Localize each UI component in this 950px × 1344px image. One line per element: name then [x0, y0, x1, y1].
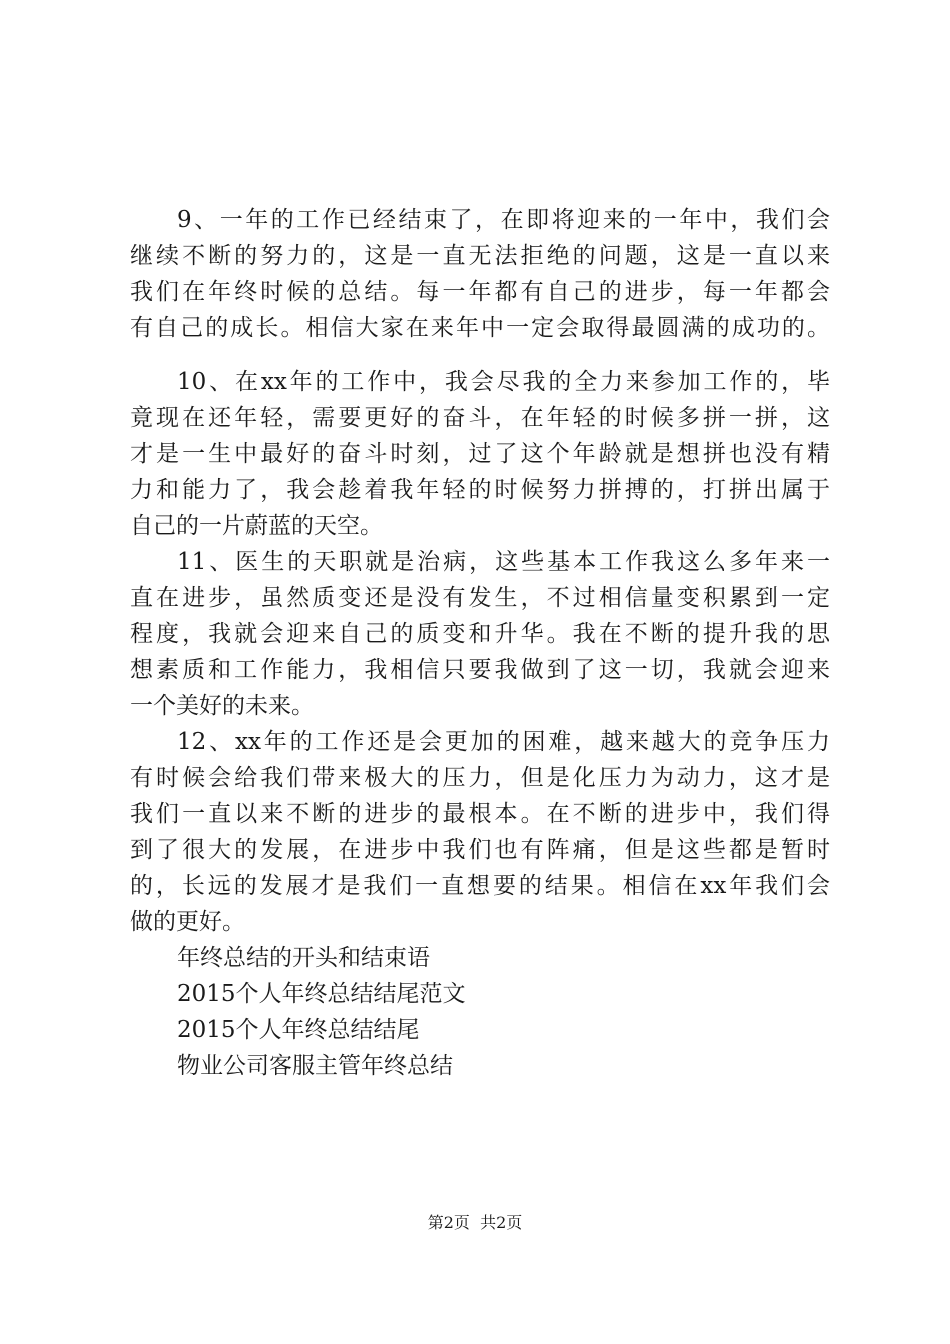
- paragraph-11: [130, 544, 830, 724]
- paragraph-line: 继续不断的努力的，这是一直无法拒绝的问题，这是一直以来: [130, 243, 830, 269]
- related-link-item[interactable]: 年终总结的开头和结束语: [177, 945, 430, 971]
- related-link-item[interactable]: 物业公司客服主管年终总结: [177, 1053, 453, 1079]
- paragraph-line: 11、医生的天职就是治病，这些基本工作我这么多年来一: [177, 549, 830, 575]
- paragraph-line: 有自己的成长。相信大家在来年中一定会取得最圆满的成功的。: [130, 315, 830, 341]
- paragraph-line: 有时候会给我们带来极大的压力，但是化压力为动力，这才是: [130, 765, 830, 791]
- paragraph-line: 我们在年终时候的总结。每一年都有自己的进步，每一年都会: [130, 279, 830, 305]
- page-footer: 第2页 共2页: [427, 1213, 523, 1232]
- document-body: [130, 202, 830, 1084]
- paragraph-spacer: [130, 346, 830, 364]
- paragraph-line: 我们一直以来不断的进步的最根本。在不断的进步中，我们得: [130, 801, 830, 827]
- paragraph-line: 9、一年的工作已经结束了，在即将迎来的一年中，我们会: [177, 207, 830, 233]
- paragraph-line: 10、在xx年的工作中，我会尽我的全力来参加工作的，毕: [177, 369, 830, 395]
- paragraph-line: 直在进步，虽然质变还是没有发生，不过相信量变积累到一定: [130, 585, 830, 611]
- paragraph-line: 一个美好的未来。: [130, 693, 314, 719]
- paragraph-line: 做的更好。: [130, 909, 245, 935]
- paragraph-10: [130, 364, 830, 544]
- paragraph-line: 力和能力了，我会趁着我年轻的时候努力拼搏的，打拼出属于: [130, 477, 830, 503]
- paragraph-line: 12、xx年的工作还是会更加的困难，越来越大的竞争压力: [177, 729, 830, 755]
- paragraph-line: 竟现在还年轻，需要更好的奋斗，在年轻的时候多拼一拼，这: [130, 405, 830, 431]
- paragraph-9: [130, 202, 830, 346]
- paragraph-line: 程度，我就会迎来自己的质变和升华。我在不断的提升我的思: [130, 621, 830, 647]
- paragraph-line: 想素质和工作能力，我相信只要我做到了这一切，我就会迎来: [130, 657, 830, 683]
- paragraph-line: 到了很大的发展，在进步中我们也有阵痛，但是这些都是暂时: [130, 837, 830, 863]
- paragraph-12: [130, 724, 830, 940]
- paragraph-line: 才是一生中最好的奋斗时刻，过了这个年龄就是想拼也没有精: [130, 441, 830, 467]
- paragraph-line: 的，长远的发展才是我们一直想要的结果。相信在xx年我们会: [130, 873, 830, 899]
- related-link-item[interactable]: 2015个人年终总结结尾范文: [177, 981, 466, 1007]
- related-link-item[interactable]: 2015个人年终总结结尾: [177, 1017, 420, 1043]
- paragraph-line: 自己的一片蔚蓝的天空。: [130, 513, 383, 539]
- related-links: [130, 940, 830, 1084]
